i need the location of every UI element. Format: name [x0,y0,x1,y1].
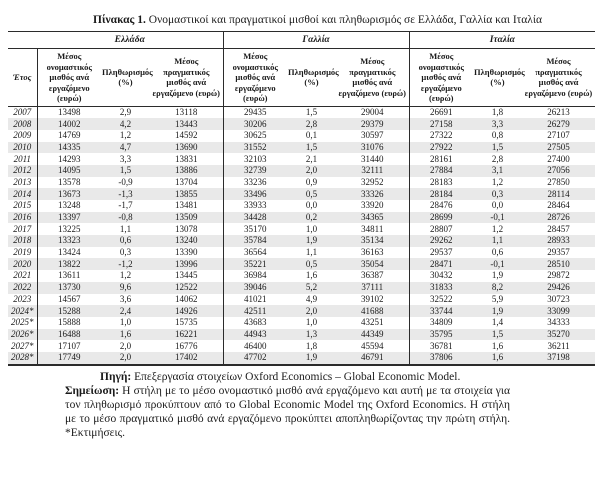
table-row [8,258,595,270]
value-cell: 32522 [430,293,453,304]
year-cell: 2015 [8,200,37,212]
table-row [8,130,595,142]
value-cell: 30723 [547,293,570,304]
value-cell: 29004 [336,106,409,118]
value-cell: 36211 [547,340,570,351]
table-row [8,200,595,212]
year-cell: 2019 [8,247,37,259]
year-cell: 2022 [8,282,37,294]
value-cell: 34811 [336,223,409,235]
value-cell: 13445 [150,270,223,282]
value-cell: 47702 [244,352,267,363]
value-cell: 13611 [58,270,81,281]
value-cell: 13118 [150,106,223,118]
value-cell: 9,6 [119,282,132,293]
year-cell: 2027* [8,340,37,352]
year-cell: 2013 [8,177,37,189]
value-cell: 1,0 [305,223,318,234]
value-cell: 28184 [430,188,453,199]
table-row [8,223,595,235]
value-cell: 1,2 [491,176,504,187]
value-cell: 44943 [244,328,267,339]
col-header-inflation-fr: Πληθωρισμός (%) [287,49,336,107]
value-cell: 34333 [547,317,570,328]
table-title-label: Πίνακας 1. [93,14,146,26]
value-cell: 2,0 [119,340,132,351]
value-cell: 13225 [58,223,81,234]
value-cell: 32103 [244,153,267,164]
value-cell: 35134 [336,235,409,247]
value-cell: 0,0 [491,200,504,211]
year-cell: 2018 [8,235,37,247]
value-cell: 1,5 [119,165,132,176]
value-cell: 16776 [150,340,223,352]
value-cell: 0,3 [119,247,132,258]
value-cell: 1,5 [491,328,504,339]
year-cell: 2025* [8,317,37,329]
note-label: Σημείωση: [65,384,120,397]
value-cell: 32952 [336,177,409,189]
value-cell: 13673 [58,188,81,199]
table-row [8,106,595,118]
value-cell: 13323 [58,235,81,246]
value-cell: 0,3 [491,188,504,199]
value-cell: 17402 [150,352,223,365]
table-title-text: Ονομαστικοί και πραγματικοί μισθοί και πληθωρισμός σε Ελλάδα, Γαλλία και Ιταλία [145,14,542,26]
value-cell: 35795 [430,328,453,339]
col-header-real-wage-it: Μέσος πραγματικός μισθός ανά εργαζόμενο (ευρώ) [522,49,595,107]
year-cell: 2020 [8,258,37,270]
value-cell: 13996 [150,258,223,270]
value-cell: 2,0 [305,305,318,316]
value-cell: 1,9 [491,305,504,316]
table-row [8,118,595,130]
note-paragraph [65,384,510,440]
value-cell: 14095 [58,165,81,176]
value-cell: 2,1 [305,153,318,164]
table-title [21,13,545,28]
value-cell: 1,2 [119,130,132,141]
value-cell: 3,3 [491,118,504,129]
col-header-real-wage-fr: Μέσος πραγματικός μισθός ανά εργαζόμενο (ευρώ) [336,49,409,107]
value-cell: 1,6 [305,270,318,281]
table-row [8,142,595,154]
value-cell: 46791 [336,352,409,365]
value-cell: 31440 [336,153,409,165]
table-row [8,177,595,189]
value-cell: 28726 [547,212,570,223]
year-cell: 2008 [8,118,37,130]
value-cell: 1,5 [305,141,318,152]
value-cell: 13831 [150,153,223,165]
value-cell: 1,9 [305,235,318,246]
value-cell: 27056 [547,165,570,176]
value-cell: 44349 [336,329,409,341]
value-cell: 36984 [244,270,267,281]
value-cell: 27850 [547,176,570,187]
value-cell: 45594 [336,340,409,352]
value-cell: 34365 [336,212,409,224]
value-cell: 2,4 [119,305,132,316]
value-cell: 41688 [336,305,409,317]
year-column-header: Έτος [8,49,37,107]
value-cell: 37111 [336,282,409,294]
value-cell: 1,1 [119,223,132,234]
value-cell: 14293 [58,153,81,164]
value-cell: 2,9 [119,106,132,117]
column-header-row [8,49,595,107]
value-cell: 13578 [58,176,81,187]
document-page [0,13,600,485]
value-cell: -0,1 [490,258,505,269]
value-cell: 16488 [58,328,81,339]
value-cell: 13397 [58,212,81,223]
value-cell: 34809 [430,317,453,328]
value-cell: 28457 [547,223,570,234]
value-cell: 35170 [244,223,267,234]
value-cell: 1,8 [305,340,318,351]
col-header-inflation-it: Πληθωρισμός (%) [473,49,522,107]
value-cell: 39102 [336,294,409,306]
table-row [8,294,595,306]
year-cell: 2023 [8,294,37,306]
table-row [8,282,595,294]
value-cell: 35784 [244,235,267,246]
note-text: Η στήλη με το μέσο ονομαστικό μισθό ανά εργαζόμενο και αυτή με τα στοιχεία για τον πληθωρισμό προκύπτουν από το Global Economic Model της Oxford Economics. Η στήλη με το μέσο πραγματικό μισθό ανά εργαζόμενο προκύπτει αποπληθωρίζοντας την πρώτη στήλη. *Εκτιμήσεις. [65,384,510,439]
value-cell: 0,9 [305,176,318,187]
year-cell: 2016 [8,212,37,224]
value-cell: 36387 [336,270,409,282]
value-cell: 33496 [244,188,267,199]
table-row [8,305,595,317]
value-cell: 1,2 [119,270,132,281]
value-cell: 2,0 [305,165,318,176]
value-cell: 16221 [150,329,223,341]
value-cell: 31076 [336,142,409,154]
value-cell: 43251 [336,317,409,329]
value-cell: 36781 [430,340,453,351]
value-cell: 5,2 [305,282,318,293]
value-cell: 33326 [336,188,409,200]
value-cell: 14002 [58,118,81,129]
year-cell: 2028* [8,352,37,365]
value-cell: 30597 [336,130,409,142]
value-cell: 33236 [244,176,267,187]
value-cell: 14062 [150,294,223,306]
value-cell: 27158 [430,118,453,129]
year-cell: 2009 [8,130,37,142]
value-cell: 31833 [430,282,453,293]
value-cell: -0,1 [490,212,505,223]
value-cell: 1,3 [305,328,318,339]
value-cell: 1,1 [491,235,504,246]
value-cell: 13443 [150,118,223,130]
value-cell: 13690 [150,142,223,154]
year-cell: 2014 [8,188,37,200]
value-cell: 31552 [244,141,267,152]
value-cell: 0,0 [305,200,318,211]
source-text: Επεξεργασία στοιχείων Oxford Economics – Global Economic Model. [131,370,461,383]
value-cell: 1,8 [491,106,504,117]
table-body [8,106,595,365]
value-cell: 13390 [150,247,223,259]
value-cell: 3,6 [119,293,132,304]
value-cell: 26691 [430,106,453,117]
value-cell: 26279 [547,118,570,129]
group-header-italy: Ιταλία [409,32,595,49]
value-cell: 28807 [430,223,453,234]
value-cell: 2,0 [119,352,132,363]
value-cell: 13509 [150,212,223,224]
value-cell: 36564 [244,247,267,258]
value-cell: 36163 [336,247,409,259]
value-cell: 0,5 [305,258,318,269]
value-cell: 1,4 [491,317,504,328]
value-cell: 4,9 [305,293,318,304]
value-cell: 0,2 [305,212,318,223]
value-cell: 1,1 [305,247,318,258]
value-cell: -0,9 [118,176,133,187]
value-cell: 15735 [150,317,223,329]
value-cell: 13730 [58,282,81,293]
value-cell: 35270 [547,328,570,339]
value-cell: 13078 [150,223,223,235]
value-cell: 28476 [430,200,453,211]
table-row [8,212,595,224]
value-cell: 35221 [244,258,267,269]
value-cell: 33933 [244,200,267,211]
table-row [8,247,595,259]
value-cell: 1,5 [491,141,504,152]
table-row [8,352,595,365]
value-cell: 1,0 [119,317,132,328]
year-cell: 2024* [8,305,37,317]
value-cell: 0,5 [305,188,318,199]
value-cell: 13248 [58,200,81,211]
value-cell: 13240 [150,235,223,247]
value-cell: 1,9 [305,352,318,363]
year-cell: 2011 [8,153,37,165]
value-cell: 0,6 [119,235,132,246]
value-cell: 27107 [547,130,570,141]
value-cell: 32739 [244,165,267,176]
value-cell: 1,5 [305,106,318,117]
value-cell: 13822 [58,258,81,269]
value-cell: 27922 [430,141,453,152]
value-cell: 29872 [547,270,570,281]
value-cell: 26213 [547,106,570,117]
value-cell: 5,9 [491,293,504,304]
col-header-nominal-wage-it: Μέσος ονομαστικός μισθός ανά εργαζόμενο (ευρώ) [409,49,473,107]
value-cell: 29537 [430,247,453,258]
table-row [8,188,595,200]
wages-inflation-table [8,31,595,366]
table-row [8,329,595,341]
value-cell: 1,6 [119,328,132,339]
value-cell: 15288 [58,305,81,316]
value-cell: 1,6 [491,340,504,351]
year-cell: 2026* [8,329,37,341]
value-cell: 34428 [244,212,267,223]
table-row [8,317,595,329]
value-cell: 35054 [336,258,409,270]
value-cell: 32111 [336,165,409,177]
value-cell: 14335 [58,141,81,152]
value-cell: 28464 [547,200,570,211]
value-cell: 14592 [150,130,223,142]
value-cell: 28510 [547,258,570,269]
col-header-real-wage-gr: Μέσος πραγματικός μισθός ανά εργαζόμενο (ευρώ) [150,49,223,107]
value-cell: 37198 [547,352,570,363]
value-cell: 3,3 [119,153,132,164]
value-cell: 13498 [58,106,81,117]
value-cell: 37806 [430,352,453,363]
value-cell: -1,3 [118,188,133,199]
value-cell: 27884 [430,165,453,176]
value-cell: 29357 [547,247,570,258]
value-cell: 1,0 [305,317,318,328]
value-cell: 29435 [244,106,267,117]
value-cell: 27322 [430,130,453,141]
value-cell: -1,2 [118,258,133,269]
value-cell: 13424 [58,247,81,258]
corner-cell [8,32,37,49]
value-cell: 17749 [58,352,81,363]
year-cell: 2021 [8,270,37,282]
value-cell: 30432 [430,270,453,281]
table-row [8,235,595,247]
value-cell: 14926 [150,305,223,317]
country-header-row [8,32,595,49]
value-cell: 29379 [336,118,409,130]
value-cell: 13704 [150,177,223,189]
value-cell: 33920 [336,200,409,212]
year-cell: 2010 [8,142,37,154]
value-cell: 17107 [58,340,81,351]
value-cell: 14567 [58,293,81,304]
value-cell: 0,8 [491,130,504,141]
value-cell: 12522 [150,282,223,294]
col-header-nominal-wage-gr: Μέσος ονομαστικός μισθός ανά εργαζόμενο (ευρώ) [37,49,101,107]
value-cell: 4,2 [119,118,132,129]
year-cell: 2017 [8,223,37,235]
value-cell: 28161 [430,153,453,164]
value-cell: 28933 [547,235,570,246]
value-cell: 0,1 [305,130,318,141]
table-row [8,165,595,177]
value-cell: 15888 [58,317,81,328]
value-cell: 33744 [430,305,453,316]
value-cell: -0,8 [118,212,133,223]
value-cell: 1,9 [491,270,504,281]
value-cell: 27400 [547,153,570,164]
col-header-inflation-gr: Πληθωρισμός (%) [101,49,150,107]
value-cell: 43683 [244,317,267,328]
value-cell: 3,1 [491,165,504,176]
value-cell: 29426 [547,282,570,293]
group-header-greece: Ελλάδα [37,32,223,49]
value-cell: 14769 [58,130,81,141]
source-line [65,370,510,384]
group-header-france: Γαλλία [223,32,409,49]
value-cell: 1,2 [491,223,504,234]
table-row [8,270,595,282]
value-cell: 28183 [430,176,453,187]
value-cell: -1,7 [118,200,133,211]
year-cell: 2012 [8,165,37,177]
value-cell: 2,8 [305,118,318,129]
value-cell: 28699 [430,212,453,223]
value-cell: 41021 [244,293,267,304]
value-cell: 27505 [547,141,570,152]
value-cell: 42511 [244,305,267,316]
col-header-nominal-wage-fr: Μέσος ονομαστικός μισθός ανά εργαζόμενο (ευρώ) [223,49,287,107]
value-cell: 33099 [547,305,570,316]
value-cell: 8,2 [491,282,504,293]
value-cell: 13481 [150,200,223,212]
value-cell: 2,8 [491,153,504,164]
table-row [8,153,595,165]
value-cell: 30625 [244,130,267,141]
value-cell: 29262 [430,235,453,246]
value-cell: 13886 [150,165,223,177]
value-cell: 28114 [547,188,570,199]
source-label: Πηγή: [100,370,132,383]
value-cell: 4,7 [119,141,132,152]
value-cell: 30206 [244,118,267,129]
value-cell: 28471 [430,258,453,269]
value-cell: 0,6 [491,247,504,258]
value-cell: 1,6 [491,352,504,363]
value-cell: 39046 [244,282,267,293]
value-cell: 46400 [244,340,267,351]
year-cell: 2007 [8,106,37,118]
table-row [8,340,595,352]
value-cell: 13855 [150,188,223,200]
